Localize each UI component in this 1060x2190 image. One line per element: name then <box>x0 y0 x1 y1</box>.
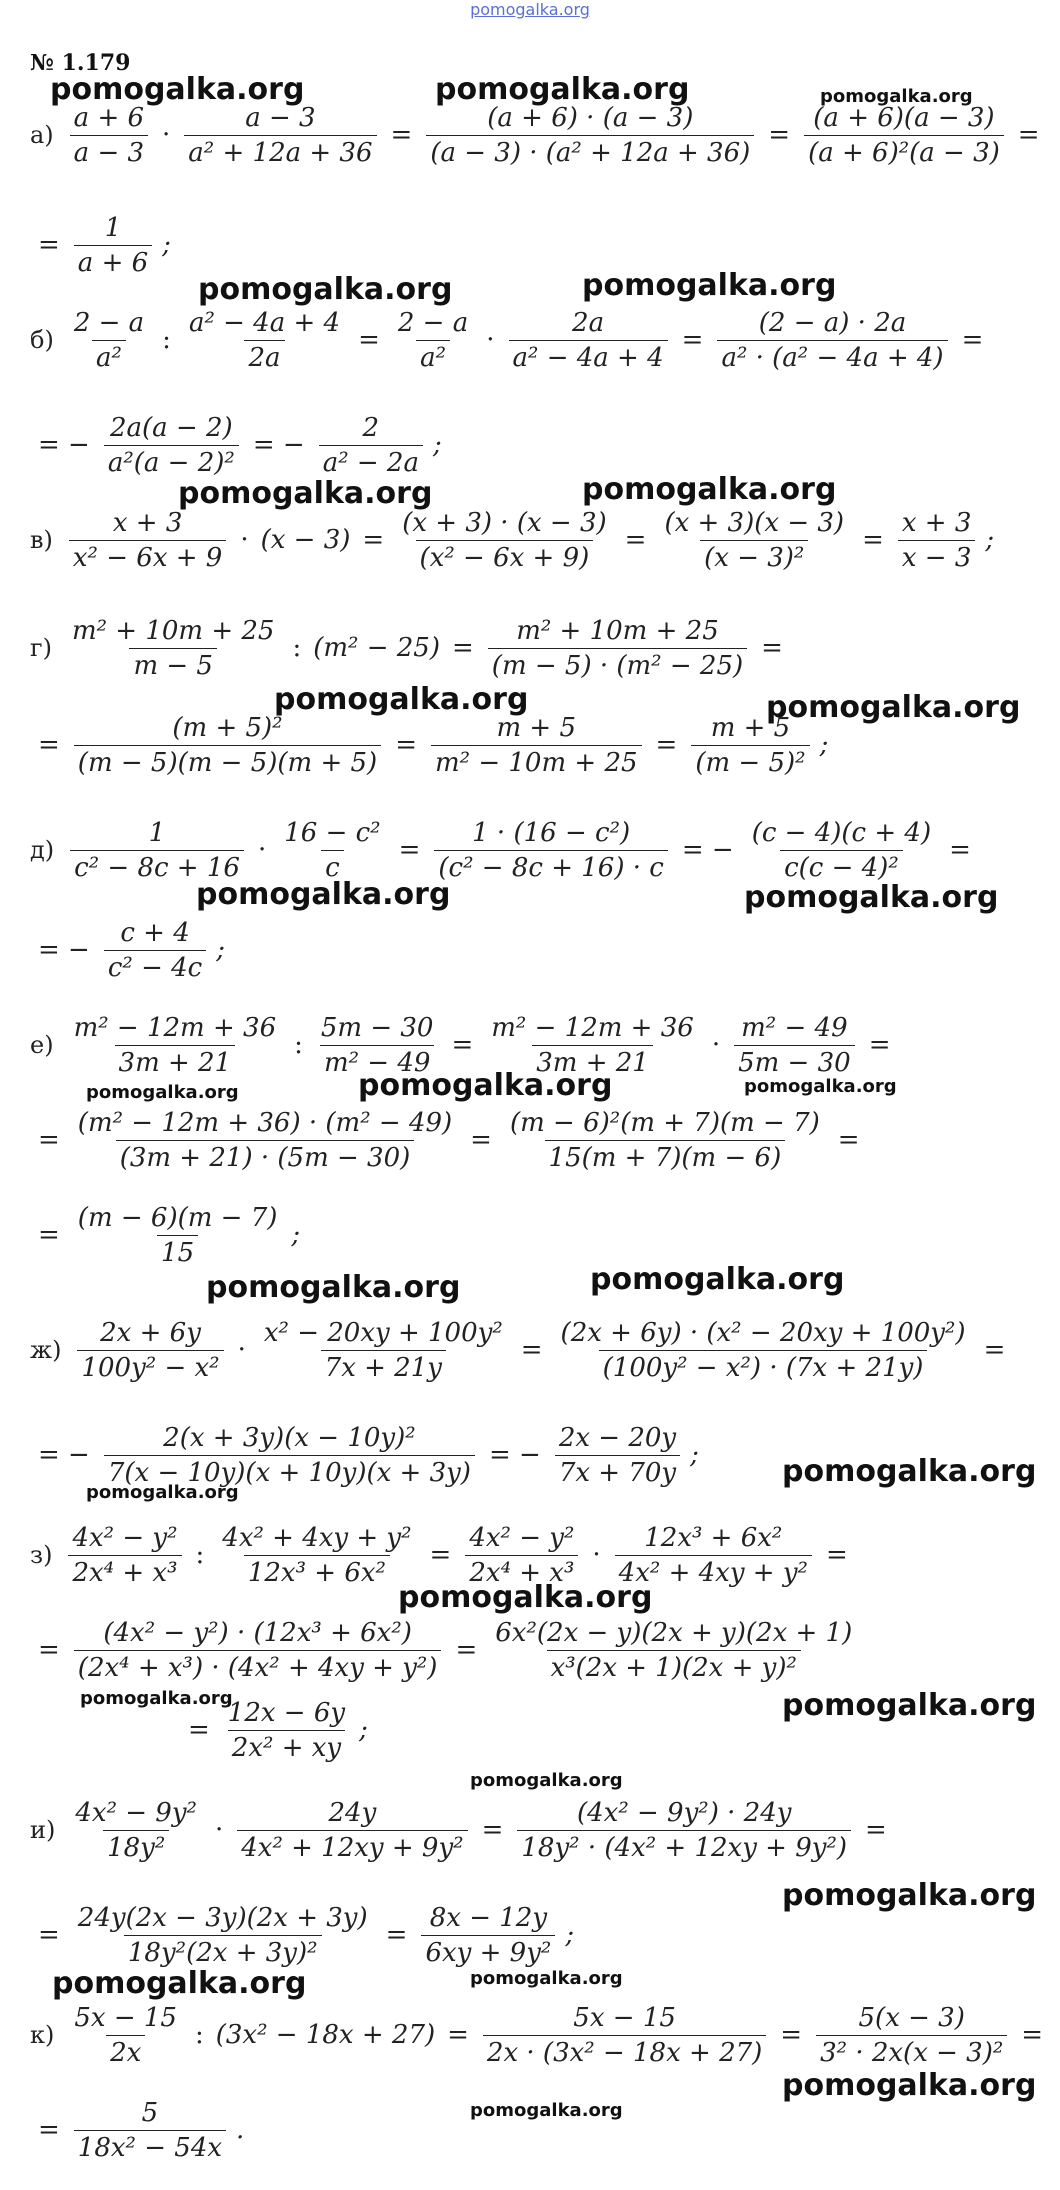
operator: = <box>681 325 704 355</box>
operator: : <box>194 2020 204 2050</box>
solution-line <box>30 910 229 990</box>
operator: : <box>162 325 171 355</box>
solution-line <box>30 405 446 485</box>
fraction <box>74 213 152 278</box>
fraction <box>804 103 1004 168</box>
item-label: г) <box>30 634 52 662</box>
numerator: m² − 12m + 36 <box>491 1012 694 1043</box>
fraction <box>317 1013 438 1078</box>
fraction <box>70 308 148 373</box>
numerator: x² − 20xy + 100y² <box>263 1317 503 1348</box>
denominator: 6xy + 9y² <box>421 1935 555 1968</box>
numerator: c + 4 <box>120 917 190 948</box>
denominator: 2x² + xy <box>228 1730 345 1763</box>
operator: = − <box>681 835 734 865</box>
operator: = <box>188 1715 210 1745</box>
fraction <box>74 1618 442 1683</box>
operator: = <box>455 1635 478 1665</box>
numerator: 4x² + 4xy + y² <box>222 1522 412 1553</box>
fraction <box>70 1013 281 1078</box>
watermark-1: pomogalka.org <box>50 72 305 107</box>
fraction <box>734 1013 855 1078</box>
operator: · <box>162 120 171 150</box>
fraction <box>465 1523 578 1588</box>
operator: : <box>195 1540 205 1570</box>
solution-line <box>30 810 979 890</box>
numerator: m² + 10m + 25 <box>516 615 719 646</box>
solution-line <box>30 2090 248 2170</box>
fraction <box>506 1108 824 1173</box>
denominator: a² · (a² − 4a + 4) <box>717 340 947 373</box>
denominator: 4x² + 12xy + 9y² <box>237 1830 467 1863</box>
fraction <box>319 413 423 478</box>
fraction <box>426 103 754 168</box>
operator: · <box>240 525 249 555</box>
denominator: 2x · (3x² − 18x + 27) <box>483 2035 766 2068</box>
operator: = − <box>38 430 90 460</box>
fraction <box>488 616 747 681</box>
operator: = <box>983 1335 1006 1365</box>
solution-line <box>30 608 791 688</box>
operator: = <box>862 525 884 555</box>
numerator: 2 − a <box>73 307 145 338</box>
numerator: (2 − a) · 2a <box>758 307 907 338</box>
operator: = <box>768 120 791 150</box>
numerator: a − 3 <box>245 102 316 133</box>
fraction <box>280 818 384 883</box>
numerator: (m + 5)² <box>172 712 283 743</box>
solution-line <box>30 1415 703 1495</box>
numerator: (x + 3)(x − 3) <box>664 507 845 538</box>
solution-line <box>30 705 832 785</box>
expression-text: (m² − 25) <box>313 633 440 663</box>
item-label: а) <box>30 121 54 149</box>
watermark-22: pomogalka.org <box>470 1770 623 1791</box>
denominator: x² − 6x + 9 <box>69 540 226 573</box>
denominator: a² − 4a + 4 <box>509 340 668 373</box>
item-label: к) <box>30 2021 55 2049</box>
operator: = <box>481 1815 504 1845</box>
numerator: 5m − 30 <box>320 1012 434 1043</box>
watermark-7: pomogalka.org <box>582 472 837 507</box>
fraction <box>557 1318 970 1383</box>
numerator: 2x + 6y <box>100 1317 201 1348</box>
expression-text: ; <box>690 1440 699 1470</box>
site-link[interactable]: pomogalka.org <box>470 0 590 19</box>
watermark-16: pomogalka.org <box>590 1262 845 1297</box>
operator: = <box>451 1030 474 1060</box>
numerator: 12x³ + 6x² <box>644 1522 783 1553</box>
numerator: x + 3 <box>112 507 183 538</box>
operator: = − <box>252 430 305 460</box>
numerator: m² + 10m + 25 <box>71 615 275 646</box>
operator: = <box>38 730 60 760</box>
denominator: a + 6 <box>74 245 152 278</box>
operator: = <box>520 1335 543 1365</box>
expression-text: . <box>236 2115 245 2145</box>
watermark-3: pomogalka.org <box>820 86 973 107</box>
expression-text: ; <box>819 730 829 760</box>
watermark-10: pomogalka.org <box>196 877 451 912</box>
denominator: (c² − 8c + 16) · c <box>434 850 667 883</box>
numerator: a + 6 <box>73 102 145 133</box>
item-label: е) <box>30 1031 54 1059</box>
numerator: 5 <box>141 2097 159 2128</box>
expression-text: (3x² − 18x + 27) <box>215 2020 436 2050</box>
fraction <box>434 818 667 883</box>
denominator: 3m + 21 <box>115 1045 236 1078</box>
watermark-19: pomogalka.org <box>398 1580 653 1615</box>
solution-line <box>30 1515 856 1595</box>
fraction <box>717 308 947 373</box>
numerator: (4x² − 9y²) · 24y <box>576 1797 792 1828</box>
watermark-9: pomogalka.org <box>766 690 1021 725</box>
solution-line <box>30 1790 895 1870</box>
denominator: a² <box>416 340 450 373</box>
fraction <box>69 508 226 573</box>
denominator: 18y² · (4x² + 12xy + 9y²) <box>517 1830 851 1863</box>
item-label: и) <box>30 1816 56 1844</box>
watermark-25: pomogalka.org <box>470 1968 623 1989</box>
denominator: c(c − 4)² <box>780 850 903 883</box>
operator: = <box>825 1540 848 1570</box>
operator: = <box>362 525 385 555</box>
fraction <box>421 1903 555 1968</box>
solution-line <box>30 1310 1013 1390</box>
operator: : <box>294 1030 303 1060</box>
denominator: 100y² − x² <box>77 1350 223 1383</box>
item-label: в) <box>30 526 53 554</box>
fraction <box>68 1523 181 1588</box>
numerator: x + 3 <box>901 507 972 538</box>
denominator: c² − 4c <box>104 950 206 983</box>
solution-line <box>30 1195 304 1275</box>
numerator: 4x² − 9y² <box>75 1797 197 1828</box>
operator: = <box>868 1030 891 1060</box>
numerator: (m² − 12m + 36) · (m² − 49) <box>77 1107 453 1138</box>
denominator: (a − 3) · (a² + 12a + 36) <box>426 135 754 168</box>
expression-text: ; <box>162 230 171 260</box>
solution-line <box>180 1690 372 1770</box>
fraction <box>555 1423 680 1488</box>
numerator: m² − 49 <box>741 1012 848 1043</box>
numerator: (x + 3) · (x − 3) <box>402 507 607 538</box>
operator: = − <box>38 1440 90 1470</box>
watermark-17: pomogalka.org <box>782 1454 1037 1489</box>
fraction <box>491 1618 856 1683</box>
numerator: 5x − 15 <box>573 2002 676 2033</box>
fraction <box>70 103 148 168</box>
fraction <box>483 2003 766 2068</box>
operator: = <box>1021 2020 1044 2050</box>
problem-number: № 1.179 <box>30 50 131 76</box>
watermark-26: pomogalka.org <box>782 2068 1037 2103</box>
operator: = <box>385 1920 408 1950</box>
denominator: (m − 5)(m − 5)(m + 5) <box>74 745 381 778</box>
solution-line <box>30 1610 862 1690</box>
denominator: 2x <box>106 2035 145 2068</box>
operator: · <box>214 1815 224 1845</box>
denominator: 15(m + 7)(m − 6) <box>545 1140 786 1173</box>
numerator: 2x − 20y <box>558 1422 677 1453</box>
operator: : <box>292 633 302 663</box>
fraction <box>660 508 848 573</box>
numerator: 2 <box>362 412 380 443</box>
fraction <box>74 1903 372 1968</box>
denominator: a² + 12a + 36 <box>184 135 376 168</box>
numerator: 2a <box>572 307 605 338</box>
numerator: 8x − 12y <box>429 1902 548 1933</box>
numerator: 6x²(2x − y)(2x + y)(2x + 1) <box>495 1617 853 1648</box>
numerator: (2x + 6y) · (x² − 20xy + 100y²) <box>560 1317 966 1348</box>
fraction <box>185 308 344 373</box>
item-label: б) <box>30 326 54 354</box>
fraction <box>184 103 376 168</box>
solution-line <box>30 205 175 285</box>
operator: = <box>865 1815 887 1845</box>
denominator: 2x⁴ + x³ <box>68 1555 181 1588</box>
numerator: 24y(2x − 3y)(2x + 3y) <box>77 1902 368 1933</box>
numerator: m + 5 <box>710 712 791 743</box>
fraction <box>70 818 244 883</box>
numerator: 1 <box>148 817 166 848</box>
numerator: (a + 6) · (a − 3) <box>487 102 694 133</box>
operator: = − <box>488 1440 541 1470</box>
solution-line <box>30 1895 578 1975</box>
fraction <box>898 508 976 573</box>
numerator: (a + 6)(a − 3) <box>813 102 995 133</box>
denominator: (2x⁴ + x³) · (4x² + 4xy + y²) <box>74 1650 442 1683</box>
operator: · <box>237 1335 246 1365</box>
watermark-5: pomogalka.org <box>582 268 837 303</box>
operator: = <box>452 633 474 663</box>
numerator: 1 · (16 − c²) <box>472 817 631 848</box>
denominator: (m − 5)² <box>691 745 809 778</box>
watermark-11: pomogalka.org <box>744 880 999 915</box>
watermark-13: pomogalka.org <box>358 1068 613 1103</box>
denominator: x³(2x + 1)(2x + y)² <box>547 1650 801 1683</box>
item-label: д) <box>30 836 55 864</box>
operator: = − <box>38 935 90 965</box>
denominator: x − 3 <box>898 540 976 573</box>
denominator: 3² · 2x(x − 3)² <box>816 2035 1007 2068</box>
fraction <box>104 1423 475 1488</box>
operator: = <box>624 525 647 555</box>
denominator: 3m + 21 <box>532 1045 653 1078</box>
operator: = <box>38 2115 60 2145</box>
denominator: 7(x − 10y)(x + 10y)(x + 3y) <box>104 1455 475 1488</box>
numerator: 1 <box>104 212 122 243</box>
watermark-21: pomogalka.org <box>782 1688 1037 1723</box>
denominator: 4x² + 4xy + y² <box>615 1555 812 1588</box>
numerator: 2 − a <box>397 307 469 338</box>
solution-line <box>30 95 1048 175</box>
operator: = <box>38 1920 60 1950</box>
fraction <box>224 1698 349 1763</box>
denominator: 2x⁴ + x³ <box>465 1555 578 1588</box>
watermark-18: pomogalka.org <box>86 1482 239 1503</box>
operator: = <box>38 230 60 260</box>
fraction <box>615 1523 812 1588</box>
fraction <box>71 1798 201 1863</box>
denominator: m − 5 <box>129 648 217 681</box>
fraction <box>74 1203 282 1268</box>
operator: = <box>949 835 971 865</box>
numerator: (c − 4)(c + 4) <box>751 817 932 848</box>
watermark-14: pomogalka.org <box>744 1076 897 1097</box>
fraction <box>487 1013 698 1078</box>
watermark-15: pomogalka.org <box>206 1270 461 1305</box>
fraction <box>431 713 642 778</box>
watermark-20: pomogalka.org <box>80 1688 233 1709</box>
operator: · <box>486 325 495 355</box>
expression-text: ; <box>985 525 995 555</box>
watermark-27: pomogalka.org <box>470 2100 623 2121</box>
item-label: з) <box>30 1541 53 1569</box>
denominator: 7x + 21y <box>321 1350 446 1383</box>
denominator: 5m − 30 <box>734 1045 855 1078</box>
operator: = <box>1017 120 1040 150</box>
expression-text: ; <box>359 1715 368 1745</box>
denominator: (3m + 21) · (5m − 30) <box>116 1140 415 1173</box>
operator: = <box>961 325 984 355</box>
numerator: 12x − 6y <box>227 1697 346 1728</box>
numerator: (m − 6)²(m + 7)(m − 7) <box>509 1107 820 1138</box>
watermark-24: pomogalka.org <box>52 1966 307 2001</box>
operator: · <box>711 1030 721 1060</box>
fraction <box>104 918 206 983</box>
operator: = <box>470 1125 492 1155</box>
denominator: a² − 2a <box>319 445 423 478</box>
expression-text: (x − 3) <box>260 525 351 555</box>
solution-line <box>30 1005 898 1085</box>
solution-line <box>30 300 991 380</box>
numerator: 16 − c² <box>284 817 381 848</box>
denominator: m² − 10m + 25 <box>431 745 642 778</box>
operator: = <box>761 633 783 663</box>
fraction <box>691 713 809 778</box>
numerator: 2(x + 3y)(x − 10y)² <box>163 1422 416 1453</box>
operator: = <box>38 1635 60 1665</box>
denominator: 18y² <box>103 1830 169 1863</box>
numerator: 2a(a − 2) <box>110 412 233 443</box>
fraction <box>394 308 472 373</box>
numerator: 4x² − y² <box>72 1522 178 1553</box>
fraction <box>68 616 279 681</box>
fraction <box>260 1318 507 1383</box>
fraction <box>816 2003 1007 2068</box>
watermark-4: pomogalka.org <box>198 272 453 307</box>
watermark-6: pomogalka.org <box>178 476 433 511</box>
operator: = <box>429 1540 452 1570</box>
operator: = <box>398 835 421 865</box>
fraction <box>74 713 381 778</box>
operator: · <box>592 1540 601 1570</box>
expression-text: ; <box>432 430 442 460</box>
watermark-23: pomogalka.org <box>782 1878 1037 1913</box>
fraction <box>70 2003 181 2068</box>
numerator: a² − 4a + 4 <box>188 307 341 338</box>
expression-text: ; <box>291 1220 301 1250</box>
numerator: (m − 6)(m − 7) <box>77 1202 278 1233</box>
denominator: 7x + 70y <box>555 1455 680 1488</box>
denominator: (x² − 6x + 9) <box>416 540 594 573</box>
expression-text: ; <box>216 935 226 965</box>
numerator: m + 5 <box>496 712 577 743</box>
numerator: 24y <box>328 1797 377 1828</box>
denominator: a − 3 <box>70 135 148 168</box>
numerator: m² − 12m + 36 <box>73 1012 277 1043</box>
denominator: (x − 3)² <box>700 540 808 573</box>
denominator: 18x² − 54x <box>74 2130 226 2163</box>
fraction <box>398 508 610 573</box>
fraction <box>517 1798 851 1863</box>
operator: = <box>655 730 678 760</box>
fraction <box>237 1798 467 1863</box>
numerator: 4x² − y² <box>469 1522 575 1553</box>
denominator: c² − 8c + 16 <box>70 850 244 883</box>
solution-line <box>30 1100 868 1180</box>
operator: = <box>38 1220 60 1250</box>
operator: = <box>390 120 413 150</box>
denominator: m² − 49 <box>320 1045 434 1078</box>
operator: = <box>447 2020 469 2050</box>
operator: = <box>837 1125 860 1155</box>
denominator: 15 <box>157 1235 198 1268</box>
fraction <box>77 1318 223 1383</box>
fraction <box>509 308 668 373</box>
operator: · <box>257 835 267 865</box>
operator: = <box>395 730 417 760</box>
watermark-2: pomogalka.org <box>435 72 690 107</box>
operator: = <box>38 1125 60 1155</box>
numerator: (4x² − y²) · (12x³ + 6x²) <box>103 1617 412 1648</box>
denominator: (100y² − x²) · (7x + 21y) <box>599 1350 928 1383</box>
fraction <box>74 1108 456 1173</box>
solution-line <box>30 1995 1051 2075</box>
watermark-8: pomogalka.org <box>274 682 529 717</box>
denominator: a² <box>92 340 126 373</box>
fraction <box>74 2098 226 2163</box>
numerator: 5(x − 3) <box>858 2002 965 2033</box>
numerator: 5x − 15 <box>74 2002 177 2033</box>
denominator: 12x³ + 6x² <box>244 1555 390 1588</box>
denominator: a²(a − 2)² <box>104 445 239 478</box>
solution-line <box>30 500 998 580</box>
denominator: (m − 5) · (m² − 25) <box>488 648 747 681</box>
operator: = <box>358 325 380 355</box>
denominator: (a + 6)²(a − 3) <box>804 135 1004 168</box>
fraction <box>104 413 239 478</box>
denominator: c <box>321 850 344 883</box>
denominator: 18y²(2x + 3y)² <box>124 1935 322 1968</box>
expression-text: ; <box>565 1920 575 1950</box>
denominator: 2a <box>244 340 284 373</box>
item-label: ж) <box>30 1336 62 1364</box>
fraction <box>218 1523 415 1588</box>
watermark-12: pomogalka.org <box>86 1082 239 1103</box>
fraction <box>748 818 935 883</box>
operator: = <box>780 2020 803 2050</box>
